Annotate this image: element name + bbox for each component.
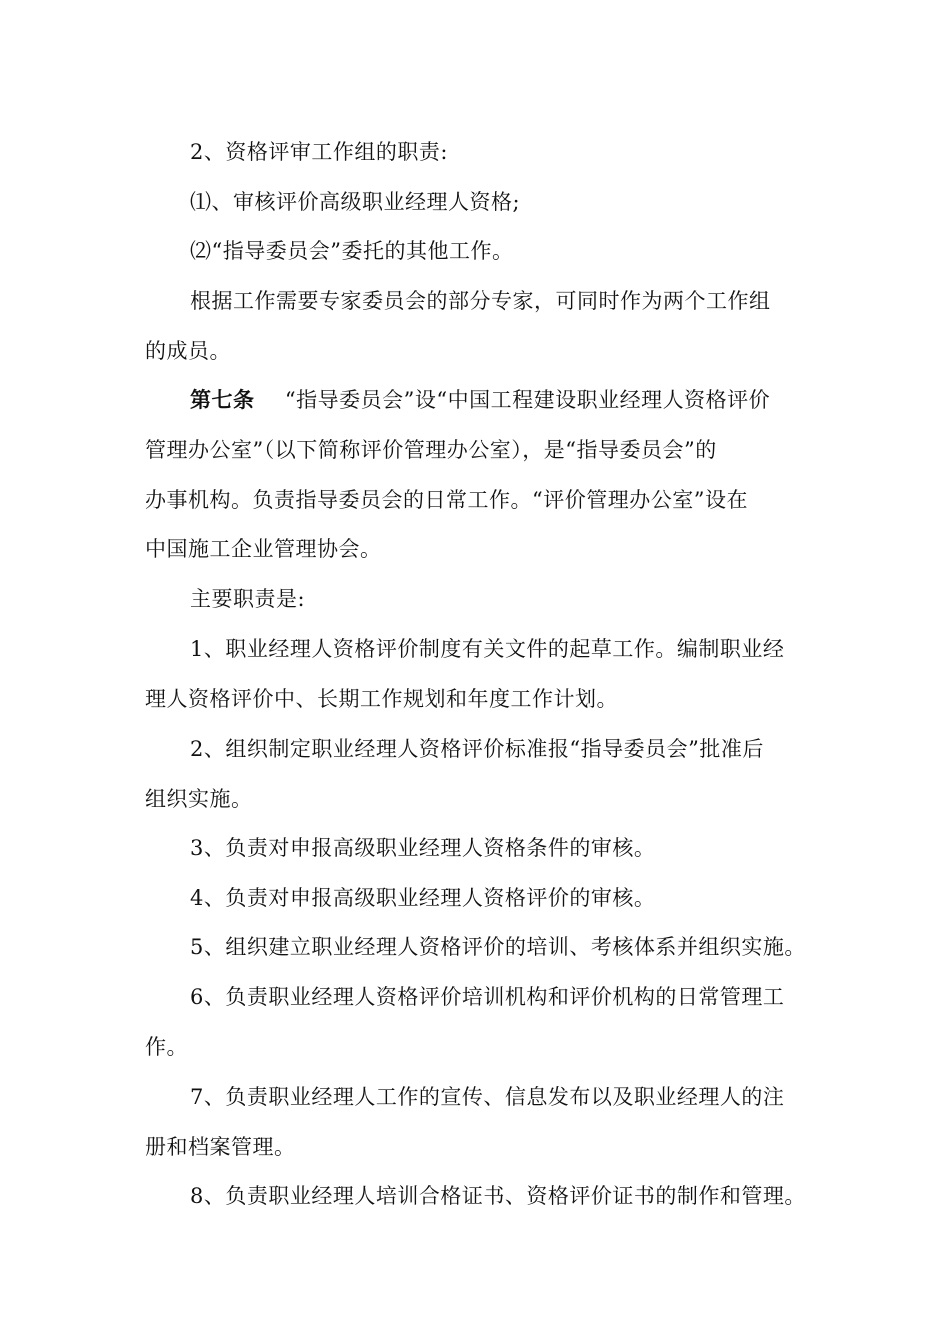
- paragraph-line: 7、负责职业经理人工作的宣传、信息发布以及职业经理人的注: [190, 1085, 785, 1109]
- paragraph-line: 4、负责对申报高级职业经理人资格评价的审核。: [190, 886, 656, 910]
- paragraph-line: 中国施工企业管理协会。: [145, 537, 382, 561]
- paragraph-line: 2、组织制定职业经理人资格评价标准报“指导委员会”批准后: [190, 737, 764, 761]
- paragraph-line: 办事机构。负责指导委员会的日常工作。“评价管理办公室”设在: [145, 488, 748, 512]
- paragraph-line: 作。: [145, 1035, 188, 1059]
- paragraph-line: 组织实施。: [145, 787, 253, 811]
- paragraph-line: 8、负责职业经理人培训合格证书、资格评价证书的制作和管理。: [190, 1184, 806, 1208]
- paragraph-line: 主要职责是:: [190, 587, 306, 611]
- article-text: “指导委员会”设“中国工程建设职业经理人资格评价: [284, 388, 771, 412]
- paragraph-line: 理人资格评价中、长期工作规划和年度工作计划。: [145, 687, 618, 711]
- paragraph-line: ⑴、审核评价高级职业经理人资格;: [190, 190, 521, 214]
- paragraph-line: 根据工作需要专家委员会的部分专家，可同时作为两个工作组: [190, 289, 771, 313]
- article-heading: 第七条: [190, 387, 255, 412]
- paragraph-line: 的成员。: [145, 339, 231, 363]
- paragraph-line: 2、资格评审工作组的职责:: [190, 140, 448, 164]
- paragraph-line: 册和档案管理。: [145, 1135, 296, 1159]
- article-line: [190, 385, 870, 415]
- paragraph-line: 管理办公室”（以下简称评价管理办公室），是“指导委员会”的: [145, 438, 717, 462]
- paragraph-line: ⑵“指导委员会”委托的其他工作。: [190, 239, 514, 263]
- paragraph-line: 6、负责职业经理人资格评价培训机构和评价机构的日常管理工: [190, 985, 785, 1009]
- paragraph-line: 5、组织建立职业经理人资格评价的培训、考核体系并组织实施。: [190, 935, 806, 959]
- paragraph-line: 1、职业经理人资格评价制度有关文件的起草工作。编制职业经: [190, 637, 785, 661]
- paragraph-line: 3、负责对申报高级职业经理人资格条件的审核。: [190, 836, 656, 860]
